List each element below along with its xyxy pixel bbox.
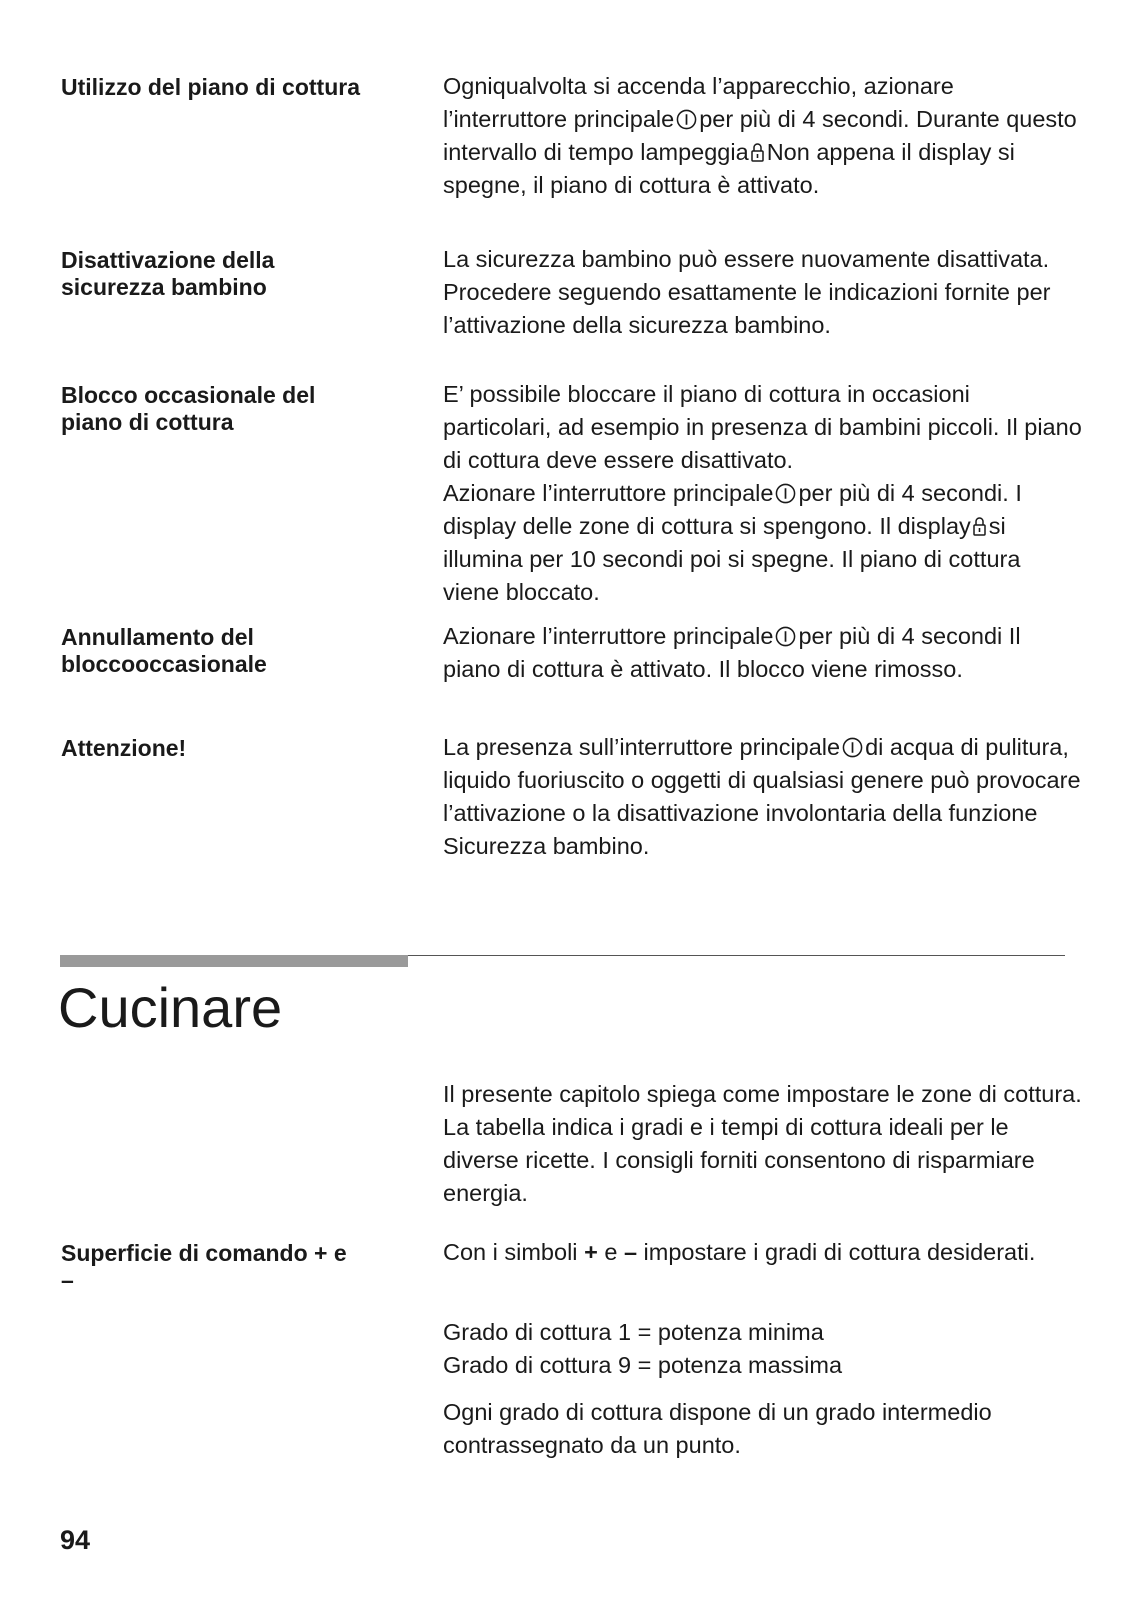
occasional-lock-paragraph-1: E’ possibile bloccare il piano di cottura in occasioni particolari, ad esempio in presenza di bambini piccoli. Il piano di cottura deve essere disattivato. [443, 381, 1082, 473]
section-label-disable-child-lock: Disattivazione della sicurezza bambino [61, 247, 275, 300]
intermediate-grade-note: Ogni grado di cottura dispone di un grado intermedio contrassegnato da un punto. [443, 1399, 992, 1458]
plus-symbol: + [584, 1239, 598, 1265]
lock-icon [751, 141, 764, 163]
chapter-rule-bar [60, 955, 408, 967]
section-label-occasional-lock: Blocco occasionale del piano di cottura [61, 382, 316, 435]
page-number: 94 [60, 1525, 91, 1555]
power-switch-icon [676, 109, 697, 130]
chapter-title: Cucinare [58, 976, 283, 1039]
section-text-cancel-occasional-lock: Azionare l’interruttore principale per più di 4 secondi Il piano di cottura è attivato. Il blocco viene rimosso. [443, 623, 1021, 682]
section-label-usage: Utilizzo del piano di cottura [61, 74, 360, 100]
section-label-control-surface: Superficie di comando + e – [61, 1240, 347, 1293]
section-text-disable-child-lock: La sicurezza bambino può essere nuovamente disattivata. Procedere seguendo esattamente le indicazioni fornite per l’attivazione della sicurezza bambino. [443, 246, 1051, 338]
section-text-control-surface: Con i simboli + e – impostare i gradi di cottura desiderati. [443, 1239, 1036, 1265]
occasional-lock-paragraph-2: Azionare l’interruttore principale per più di 4 secondi. I display delle zone di cottura si spengono. Il display si illumina per 10 secondi poi si spegne. Il piano di cottura viene bloccato. [443, 480, 1022, 605]
grade-range [443, 1316, 1083, 1382]
grade-min: Grado di cottura 1 = potenza minima [443, 1319, 824, 1345]
chapter-rule-line [408, 955, 1065, 956]
power-switch-icon [775, 483, 796, 504]
section-text-warning: La presenza sull’interruttore principale di acqua di pulitura, liquido fuoriuscito o oggetti di qualsiasi genere può provocare l’attivazione o la disattivazione involontaria della funzione Sicurezza bambino. [443, 734, 1081, 859]
section-label-warning: Attenzione! [61, 735, 187, 761]
section-text-usage: Ogniqualvolta si accenda l’apparecchio, azionare l’interruttore principale per più di 4 secondi. Durante questo intervallo di tempo lampeggia Non appena il display si spegne, il piano di cottura è attivato. [443, 73, 1077, 198]
grade-max: Grado di cottura 9 = potenza massima [443, 1352, 843, 1378]
chapter-intro: Il presente capitolo spiega come impostare le zone di cottura. La tabella indica i gradi e i tempi di cottura ideali per le diverse ricette. I consigli forniti consentono di risparmiare energia. [443, 1081, 1082, 1206]
section-text-occasional-lock [443, 378, 1083, 609]
minus-symbol: – [623, 1239, 638, 1265]
lock-icon [973, 515, 986, 537]
power-switch-icon [775, 626, 796, 647]
section-label-cancel-occasional-lock: Annullamento del bloccooccasionale [61, 624, 267, 677]
power-switch-icon [842, 737, 863, 758]
